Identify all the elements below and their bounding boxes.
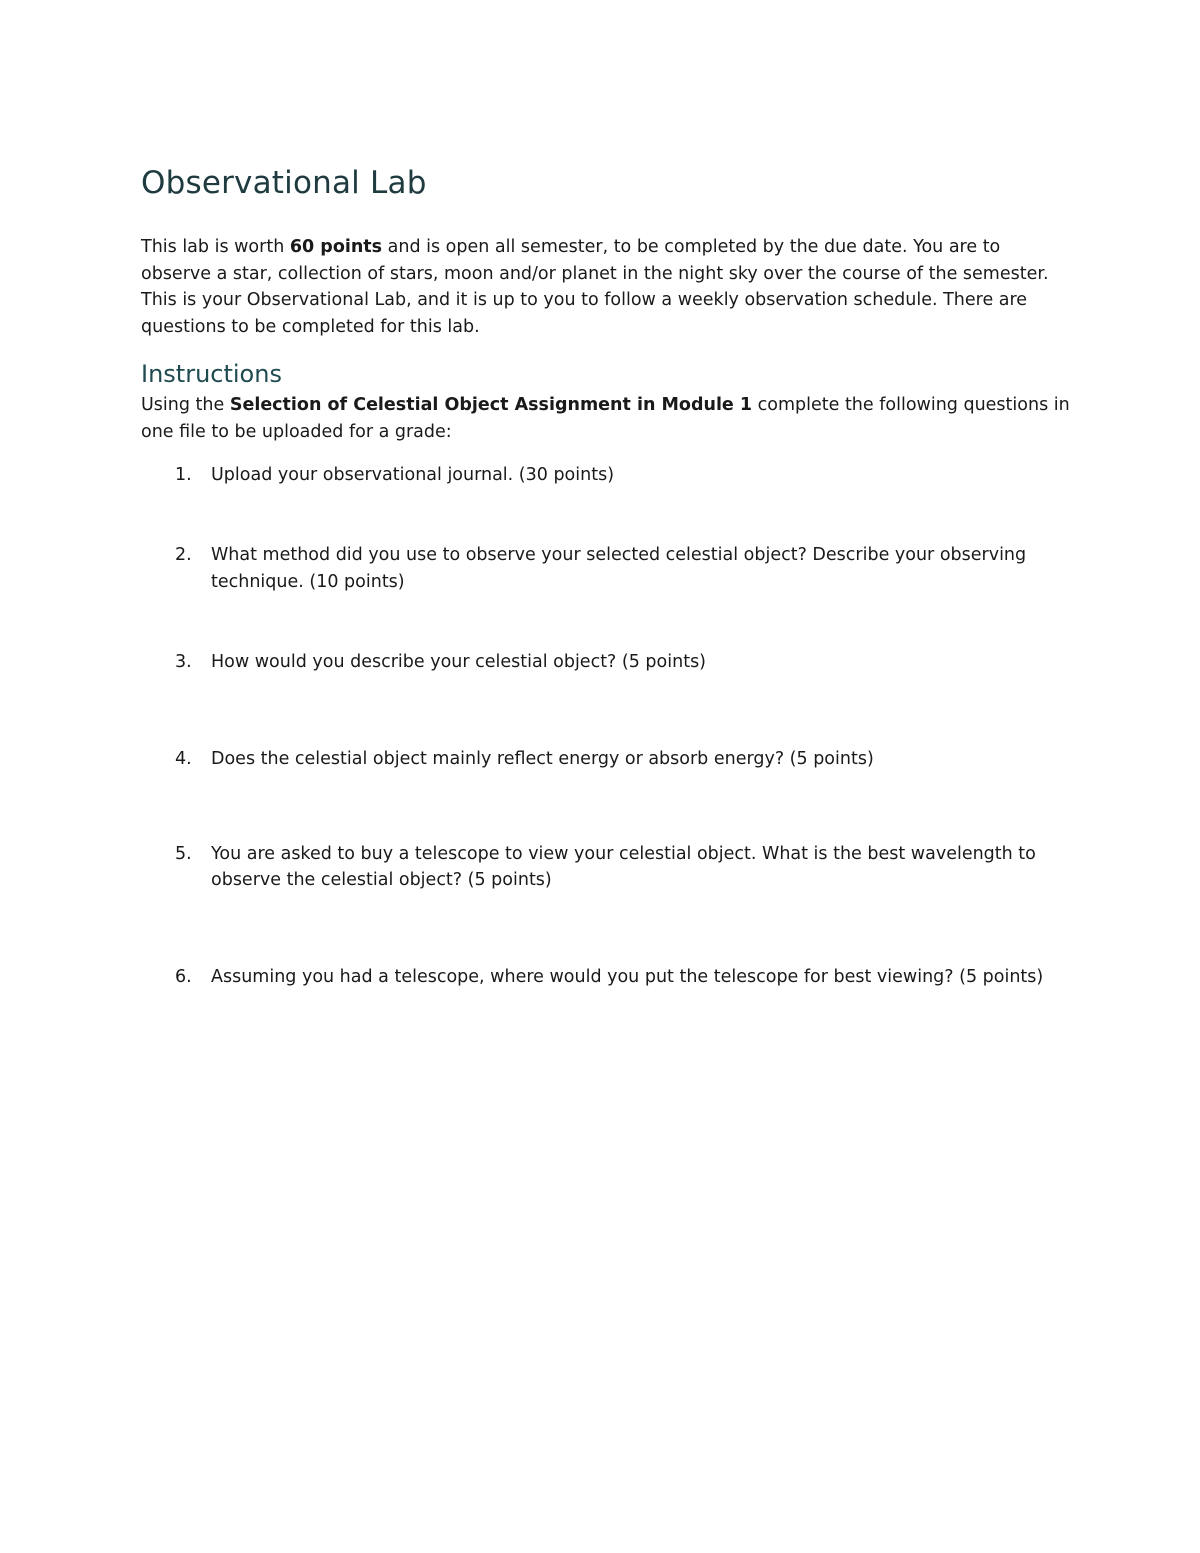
question-list: [141, 462, 1071, 991]
question-number: 4.: [175, 748, 192, 769]
question-text: Does the celestial object mainly reflect energy or absorb energy? (5 points): [211, 748, 874, 769]
question-number: 2.: [175, 545, 192, 566]
question-text: Assuming you had a telescope, where would you put the telescope for best viewing? (5 points): [211, 966, 1044, 987]
instructions-assignment-bold: Selection of Celestial Object Assignment in Module 1: [229, 395, 753, 416]
instructions-heading: Instructions: [141, 360, 282, 389]
intro-points-bold: 60 points: [289, 237, 383, 257]
question-text: How would you describe your celestial object? (5 points): [211, 652, 707, 673]
document-title: Observational Lab: [141, 165, 427, 201]
instructions-text-start: Using the: [141, 395, 230, 416]
question-number: 3.: [175, 652, 192, 673]
intro-paragraph: [141, 234, 1071, 340]
question-item: [141, 649, 1071, 676]
question-text: What method did you use to observe your selected celestial object? Describe your observing technique. (10 points): [211, 545, 1027, 592]
document-content: [141, 162, 1071, 990]
question-item: [141, 841, 1071, 894]
question-item: [141, 746, 1071, 773]
question-item: [141, 542, 1071, 595]
question-number: 1.: [175, 464, 192, 485]
question-number: 5.: [175, 843, 192, 864]
question-number: 6.: [175, 966, 192, 987]
question-item: [141, 462, 1071, 489]
question-item: [141, 964, 1071, 991]
question-text: Upload your observational journal. (30 points): [211, 464, 615, 485]
intro-text-end: and is open all semester, to be completed by the due date. You are to observe a star, collection of stars, moon and/or planet in the night sky over the course of the semester. This is your Observational Lab, and it is up to you to follow a weekly observation schedule. There are questions to be completed for this lab.: [141, 237, 1049, 337]
question-text: You are asked to buy a telescope to view your celestial object. What is the best wavelength to observe the celestial object? (5 points): [211, 843, 1036, 891]
instructions-paragraph: [141, 392, 1071, 445]
instructions-text-end: complete the following questions in one file to be uploaded for a grade:: [141, 395, 1070, 442]
intro-text-start: This lab is worth: [141, 237, 290, 257]
